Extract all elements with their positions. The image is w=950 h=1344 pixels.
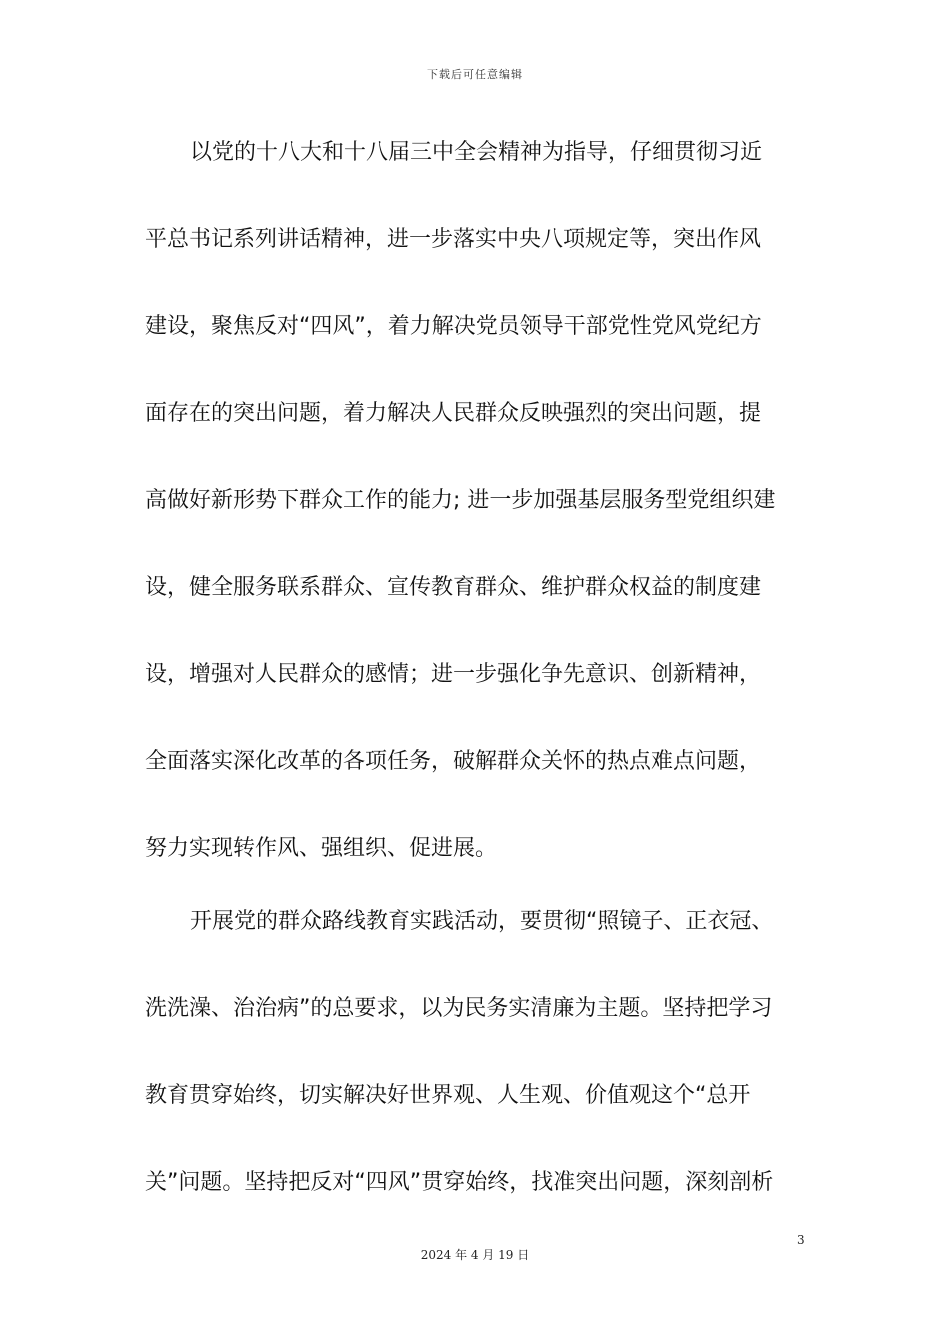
text-line: 开展党的群众路线教育实践活动，要贯彻“照镜子、正衣冠、 bbox=[190, 909, 774, 934]
text-line: 设，增强对人民群众的感情；进一步强化争先意识、创新精神， bbox=[145, 662, 762, 687]
text-line: 教育贯穿始终，切实解决好世界观、人生观、价值观这个“总开 bbox=[145, 1083, 751, 1108]
page-header: 下载后可任意编辑 bbox=[427, 68, 523, 81]
text-line: 以党的十八大和十八届三中全会精神为指导，仔细贯彻习近 bbox=[190, 140, 763, 165]
text-line: 高做好新形势下群众工作的能力; 进一步加强基层服务型党组织建 bbox=[145, 488, 776, 513]
text-line: 平总书记系列讲话精神，进一步落实中央八项规定等，突出作风 bbox=[145, 227, 762, 252]
text-line: 全面落实深化改革的各项任务，破解群众关怀的热点难点问题， bbox=[145, 749, 762, 774]
text-line: 洗洗澡、治治病”的总要求，以为民务实清廉为主题。坚持把学习 bbox=[145, 996, 773, 1021]
text-line: 建设，聚焦反对“四风”，着力解决党员领导干部党性党风党纪方 bbox=[145, 314, 762, 339]
footer-date: 2024 年 4 月 19 日 bbox=[420, 1248, 530, 1262]
text-line: 设，健全服务联系群众、宣传教育群众、维护群众权益的制度建 bbox=[145, 575, 762, 600]
page-number: 3 bbox=[797, 1233, 805, 1247]
text-line: 努力实现转作风、强组织、促进展。 bbox=[145, 836, 498, 861]
text-line: 关”问题。坚持把反对“四风”贯穿始终，找准突出问题，深刻剖析 bbox=[145, 1170, 774, 1195]
text-line: 面存在的突出问题，着力解决人民群众反映强烈的突出问题，提 bbox=[145, 401, 762, 426]
